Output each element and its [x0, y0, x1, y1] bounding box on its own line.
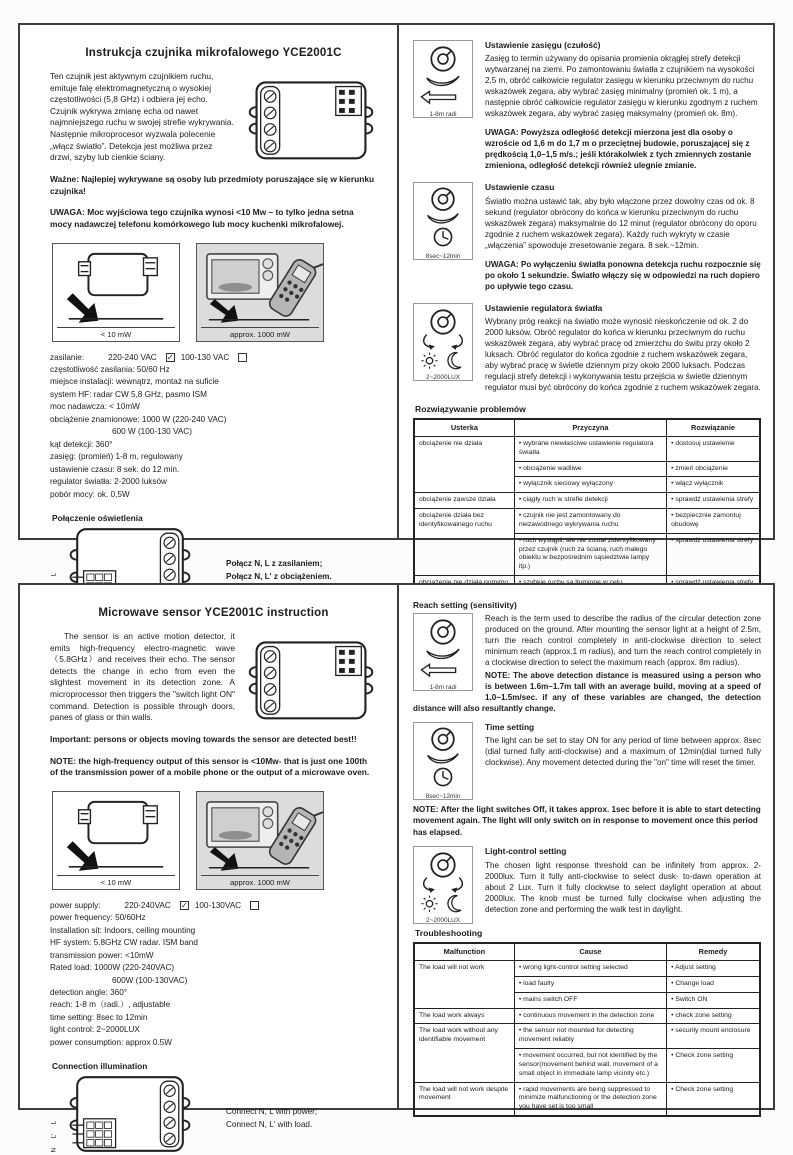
cause-cell: • mains switch OFF [514, 992, 666, 1008]
intro-paragraph: The sensor is an active motion detector, it emits high-frequency electro-magnetic wave（5.8GHz）and receives their echo. The sensor detects the change in echo from even the slightest movement in its detection zone. A microprocessor then triggers the "switch light ON" command. Detection is possible through doors, panes of glass or thin walls. [50, 631, 235, 723]
spec-line: zasięg: (promień) 1-8 m, regulowany [50, 452, 183, 462]
light-control-text [485, 303, 761, 393]
troubleshooting-heading: Troubleshooting [415, 928, 483, 939]
power-option-2: 100-130 VAC [180, 352, 230, 362]
important-note: Important: persons or objects moving towards the sensor are detected best!! [50, 733, 357, 744]
spec-line: detection angle: 360° [50, 988, 128, 998]
spec-line: regulator światła: 2-2000 luksów [50, 477, 167, 487]
column-header: Remedy [667, 943, 760, 960]
remedy-cell: • włącz wyłącznik [667, 477, 760, 493]
light-icon-label: 2~2000LUX [426, 917, 460, 925]
table-header-row [414, 943, 760, 960]
cause-cell: • movement occurred, but not identified by the sensor(movement behind wall, movement of a small object in immediate lamp vicinity etc.) [514, 1049, 666, 1082]
connection-line-2: Połącz N, L' z obciążeniem. [226, 572, 332, 582]
spec-line: reach: 1-8 m（radi.）, adjustable [50, 1000, 171, 1010]
fault-cell: obciążenie zawsze działa [414, 493, 514, 509]
sensor-power-caption: < 10 mW [57, 327, 175, 339]
cause-cell: • wyłącznik sieciowy wyłączony [514, 477, 666, 493]
fault-cell: The load work without any identifiable movement [414, 1024, 514, 1082]
microwave-phone-icon [201, 248, 319, 325]
appliance-power-caption: approx. 1000 mW [201, 875, 319, 887]
manual-page-english [18, 583, 775, 1153]
terminal-label: L [50, 1121, 58, 1125]
remedy-cell: • dostosuj ustawienie [667, 436, 760, 461]
section-title: Ustawienie czasu [485, 182, 555, 193]
troubleshooting-table [413, 418, 761, 610]
cause-cell: • wybrane niewłaściwe ustawienie regulatora światła [514, 436, 666, 461]
time-icon-label: 8sec~12min [425, 793, 461, 800]
remedy-cell: • bezpiecznie zamontuj obudowę [667, 509, 760, 534]
sensor-power-caption: < 10 mW [57, 875, 175, 887]
connection-instructions [226, 1105, 317, 1131]
terminal-label: L [50, 573, 58, 577]
terminal-label: L' [50, 1134, 58, 1139]
connection-line-2: Connect N, L' with load. [226, 1120, 313, 1130]
terminal-label: N [50, 1148, 58, 1153]
reach-setting-section [413, 40, 761, 171]
light-dial-icon [413, 303, 473, 381]
sensor-device-illustration [245, 637, 377, 724]
time-setting-section [413, 182, 761, 291]
section-body: Zasięg to termin używany do opisania promienia okrągłej strefy detekcji wytwarzanej na ziemi. Po zamontowaniu światła z czujnikiem na wysokości 2,5 m, obróć całkowicie regulator zasięgu w kierunku przeciwnym do ruchu wskazówek zegara, aby wybrać zasięg minimalny (promień ok. 1 m), a następnie obróć całkowicie regulator zasięgu w kierunku zgodnym z ruchem wskazówek zegara, aby wybrać zasięg maksymalny (promień ok. 8m). [485, 54, 758, 119]
page1-right-column [397, 25, 773, 571]
page-title: Microwave sensor YCE2001C instruction [98, 607, 329, 619]
reach-icon-label: 1-8m radi [429, 111, 457, 118]
appliance-power-image [196, 791, 324, 890]
page-title: Instrukcja czujnika mikrofalowego YCE2001C [85, 47, 342, 59]
section-body: Wybrany próg reakcji na światło może wynosić nieskończenie od ok. 2 do 2000 luksów. Obróć regulator do końca w kierunku przeciwnym do ruchu wskazówek zegara, aby wybrać pracę od zmierzchu do świtu przy około 2 luksach. Obróć regulator do końca zgodnie z ruchem wskazówek zegara, aby wybrać pracę w świetle dziennym przy około 2000 luksach. Podczas regulacji strefy detekcji i wykonywania testu przejścia w świetle dziennym regulator musi być obrócony do końca zgodnie z ruchem wskazówek zegara. [485, 317, 761, 393]
cause-cell: • load faulty [514, 976, 666, 992]
terminal-labels [50, 1117, 58, 1152]
connection-heading: Connection illumination [52, 1061, 148, 1072]
section-body: The chosen light response threshold can be infinitely from approx. 2-2000lux. Turn it fully anti-clockwise to select dusk- to-dawn operation at about 2 Lux. Turn it fully clockwise to select daylight operation at about 2000lux. The knob must be turned fully clockwise when adjusting the detection zone and performing the walk test in daylight. [485, 860, 761, 914]
section-body: Reach is the term used to describe the radius of the circular detection zone produced on the ground. After mounting the sensor light at a height of 2.5m, turn the reach control completely in anti-clockwise direction to select minimum reach (approx.1 m radius), and turn the reach control completely in a clockwise direction to select the maximum reach (approx. 8m radius). [485, 614, 761, 667]
remedy-cell: • check zone setting [667, 1008, 760, 1024]
remedy-cell: • Switch ON [667, 992, 760, 1008]
power-supply-label: power supply: [50, 900, 101, 910]
appliance-power-image [196, 243, 324, 342]
page2-columns [20, 585, 773, 1153]
checkbox-unchecked-icon [250, 901, 259, 910]
fault-cell: obciążenie działa bez identyfikowalnego ruchu [414, 509, 514, 576]
intro-row [50, 71, 377, 164]
reach-setting-text [485, 40, 761, 171]
cause-cell: • ciągły ruch w strefie detekcji [514, 493, 666, 509]
power-option-1: 220-240 VAC [108, 352, 157, 362]
table-row [414, 436, 760, 461]
power-comparison [52, 791, 377, 890]
cause-cell: • wrong light-control setting selected [514, 961, 666, 977]
spec-line: transmission power: <10mW [50, 950, 154, 960]
section-title: Reach setting (sensitivity) [413, 600, 517, 610]
remedy-cell: • securily mount enclosure [667, 1024, 760, 1049]
sensor-device-illustration [245, 77, 377, 164]
cause-cell: • continuous movement in the detection zone [514, 1008, 666, 1024]
time-icon-label: 8sec~12min [425, 253, 461, 261]
spec-line: system HF: radar CW 5,8 GHz, pasmo ISM [50, 389, 207, 399]
remedy-cell: • Change load [667, 976, 760, 992]
light-control-section [413, 846, 761, 925]
connection-line-1: Połącz N, L z zasilaniem; [226, 559, 323, 569]
spec-line: ustawienie czasu: 8 sek. do 12 min. [50, 464, 180, 474]
microwave-phone-icon [201, 796, 319, 873]
remedy-cell: • Check zone setting [667, 1049, 760, 1082]
spec-line: częstotliwość zasilania: 50/60 Hz [50, 364, 170, 374]
time-note: NOTE: After the light switches Off, it takes approx. 1sec before it is able to start detecting movement again. The light will only switch on in response to movement once this period has elapsed. [413, 805, 761, 837]
power-option-1: 220-240VAC [124, 900, 171, 910]
page1-left-column [20, 25, 397, 582]
cause-cell: • ruch wystąpił, ale nie został zidentyfikowany przez czujnik (ruch za ścianą, ruch małego obiektu w bezpośrednim sąsiedztwie lampy itp.) [514, 533, 666, 575]
cause-cell: • the sensor not mounted for detecting movement reliably [514, 1024, 666, 1049]
column-header: Przyczyna [514, 419, 666, 436]
spec-line: kąt detekcji: 360° [50, 439, 113, 449]
reach-dial-icon [413, 40, 473, 118]
section-title: Time setting [485, 722, 535, 732]
power-option-2: 100-130VAC [194, 900, 242, 910]
remedy-cell: • Check zone setting [667, 1082, 760, 1116]
light-dial-icon [413, 846, 473, 924]
sensor-sketch-icon [57, 796, 175, 873]
section-note: UWAGA: Powyższa odległość detekcji mierzona jest dla osoby o wzroście od 1,6 m do 1,7 m o przeciętnej budowie, poruszającej się z prędkością 1,0–1,5 m/s.; jeśli którakolwiek z tych zmiennych zostanie zmieniona, odległość detekcji również ulegnie zmianie. [485, 128, 752, 171]
spec-line: HF system: 5.8GHz CW radar. ISM band [50, 938, 198, 948]
section-body: Światło można ustawić tak, aby było włączone przez dowolny czas od ok. 8 sekund (regulator obrócony do końca w kierunku przeciwnym do ruchu wskazówek zegara) maksymalnie do 12 minut (regulator obrócony do oporu zgodnie z ruchem wskazówek zegara). Każdy ruch wykryty w czasie „włączenia” spowoduje zresetowanie zegara. 8 sek.~12min. [485, 196, 757, 250]
output-note: NOTE: the high-frequency output of this sensor is <10Mw- that is just one 100th of the transmission power of a mobile phone or the output of a microwave oven. [50, 755, 370, 778]
time-setting-section [413, 722, 761, 800]
power-supply-line [50, 900, 377, 912]
remedy-cell: • sprawdź ustawienia strefy [667, 493, 760, 509]
fault-cell: obciążenie nie działa [414, 436, 514, 492]
section-title: Ustawienie zasięgu (czułość) [485, 40, 601, 50]
reach-setting-section [413, 600, 761, 714]
spec-line: Installation sit: Indoors, ceiling mounting [50, 925, 196, 935]
connection-heading: Połączenie oświetlenia [52, 513, 143, 524]
appliance-power-caption: approx. 1000 mW [201, 327, 319, 339]
section-body: The light can be set to stay ON for any period of time between approx. 8sec (dial turned fully anti-clockwise) and a maximum of 12min(dial turned fully clockwise). Any movement detected during the "on" time will reset the timer. [485, 736, 761, 768]
remedy-cell: • Adjust setting [667, 961, 760, 977]
connection-line-1: Connect N, L with power; [226, 1107, 318, 1117]
section-title: Light-control setting [485, 846, 567, 857]
column-header: Malfunction [414, 943, 514, 960]
spec-line: power consumption: approx 0.5W [50, 1037, 172, 1047]
cause-cell: • obciążenie wadliwe [514, 461, 666, 477]
light-icon-label: 2~2000LUX [426, 373, 460, 381]
time-dial-icon [413, 722, 473, 800]
table-row [414, 509, 760, 534]
light-control-section [413, 303, 761, 393]
important-note: Ważne: Najlepiej wykrywane są osoby lub przedmioty poruszające się w kierunku czujnika! [50, 173, 375, 196]
manual-page-polish [18, 23, 775, 582]
column-header: Usterka [414, 419, 514, 436]
fault-cell: The load work always [414, 1008, 514, 1024]
page2-left-column [20, 585, 397, 1153]
sensor-power-image [52, 243, 180, 342]
sensor-sketch-icon [57, 248, 175, 325]
cause-cell: • rapid movements are being suppressed to minimize malfunctioning or the detection zone you have set is too small [514, 1082, 666, 1116]
checkbox-checked-icon [166, 353, 175, 362]
power-supply-line [50, 352, 377, 364]
uwaga-note: UWAGA: Moc wyjściowa tego czujnika wynosi <10 Mw – to tylko jedna setna mocy nadawczej telefonu komórkowego lub mocy kuchenki mikrofalowej. [50, 207, 354, 230]
table-row [414, 493, 760, 509]
page2-right-column [397, 585, 773, 1111]
spec-line: Rated load: 1000W (220-240VAC) [50, 963, 175, 973]
checkbox-checked-icon [180, 901, 189, 910]
section-note: NOTE: The above detection distance is measured using a person who is between 1.6m–1.7m tall with an average build, moving at a speed of 1.0~1.5m/sec. if any of these variables are changed, the detection distance will also resultantly change. [413, 671, 761, 713]
reach-dial-icon [413, 613, 473, 691]
fault-cell: The load will not work [414, 961, 514, 1008]
column-header: Cause [514, 943, 666, 960]
page1-columns [20, 25, 773, 582]
spec-line: 600W (100-130VAC) [112, 975, 188, 985]
intro-paragraph: Ten czujnik jest aktywnym czujnikiem ruchu, emituje falę elektromagnetyczną o wysokiej częstotliwości (5,8 GHz) i odbiera jej echo. Czujnik wykrywa zmianę echa od nawet najmniejszego ruchu w swojej strefie wykrywania. Następnie mikroprocesor wyzwala polecenie „włącz światło”. Detekcja jest możliwa przez drzwi, szyby lub cienkie ściany. [50, 71, 234, 163]
table-header-row [414, 419, 760, 436]
table-row [414, 961, 760, 977]
checkbox-unchecked-icon [238, 353, 247, 362]
time-dial-icon [413, 182, 473, 260]
connection-device-illustration [66, 1073, 194, 1155]
power-comparison [52, 243, 377, 342]
spec-list [50, 900, 377, 1050]
troubleshooting-heading: Rozwiązywanie problemów [415, 404, 526, 415]
cause-cell: • czujnik nie jest zamontowany do niezawodnego wykrywania ruchu [514, 509, 666, 534]
intro-row [50, 631, 377, 724]
spec-line: miejsce instalacji: wewnątrz, montaż na suficie [50, 377, 219, 387]
time-setting-text [485, 182, 761, 291]
column-header: Rozwiązanie [667, 419, 760, 436]
spec-line: time setting: 8sec to 12min [50, 1012, 148, 1022]
section-title: Ustawienie regulatora światła [485, 302, 603, 313]
spec-line: pobór mocy: ok. 0,5W [50, 489, 130, 499]
table-row [414, 1024, 760, 1049]
reach-icon-label: 1-8m radi [429, 684, 457, 691]
sensor-power-image [52, 791, 180, 890]
remedy-cell: • zmień obciążenie [667, 461, 760, 477]
spec-list [50, 352, 377, 502]
power-supply-label: zasilanie: [50, 352, 85, 362]
section-note: UWAGA: Po wyłączeniu światła ponowna detekcja ruchu rozpocznie się po około 1 sekundzie. Światło włączy się w odpowiedzi na ruch dopiero po upływie tego czasu. [485, 259, 761, 291]
table-row [414, 1008, 760, 1024]
fault-cell: The load will not work despite movement [414, 1082, 514, 1116]
table-row [414, 1082, 760, 1116]
spec-line: obciążenie znamionowe: 1000 W (220-240 VAC) [50, 414, 227, 424]
connection-diagram-row [50, 1073, 377, 1155]
remedy-cell: • sprawdź ustawienia strefy [667, 533, 760, 575]
spec-line: moc nadawcza: < 10mW [50, 402, 140, 412]
spec-line: light control: 2~2000LUX [50, 1025, 140, 1035]
connection-instructions [226, 557, 332, 583]
spec-line: 600 W (100-130 VAC) [112, 427, 192, 437]
spec-line: power frequency: 50/60Hz [50, 913, 146, 923]
troubleshooting-table [413, 942, 761, 1117]
